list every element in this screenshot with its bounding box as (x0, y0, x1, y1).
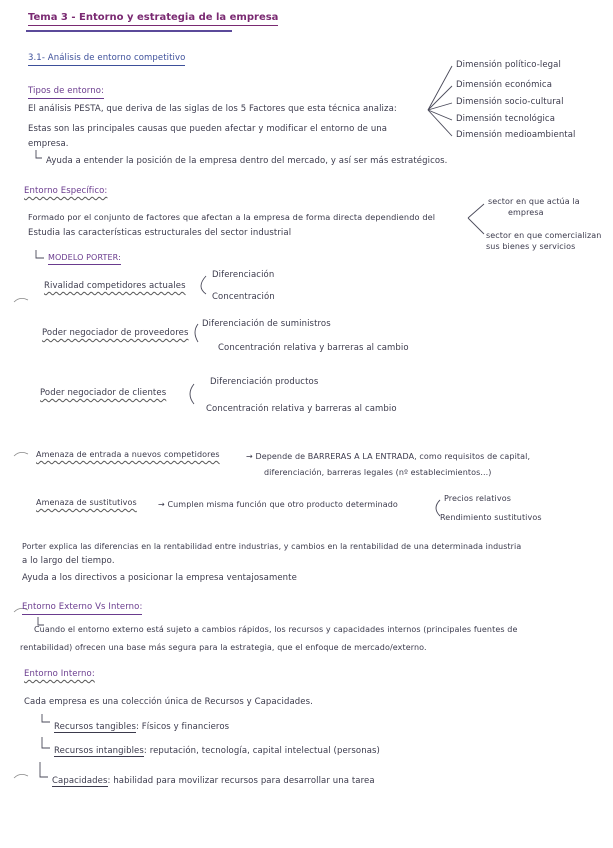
rivalidad-b: Concentración (212, 292, 275, 302)
porter-note-1: Porter explica las diferencias en la rentabilidad entre industrias, y cambios en la rentabilidad de una determinada industria (22, 542, 522, 551)
pesta-line-2: Estas son las principales causas que pueden afectar y modificar el entorno de una (28, 124, 388, 134)
dimension-item: Dimensión económica (456, 80, 552, 90)
porter-note-2: a lo largo del tiempo. (22, 556, 115, 566)
especifico-line-1: Formado por el conjunto de factores que afectan a la empresa de forma directa dependiendo del (28, 212, 436, 222)
section-heading-3-1: 3.1- Análisis de entorno competitivo (28, 53, 185, 66)
intangibles-desc: : reputación, tecnología, capital intelectual (personas) (143, 746, 380, 756)
porter-heading: MODELO PORTER: (48, 252, 121, 265)
clientes-label: Poder negociador de clientes (40, 388, 167, 398)
tangibles-desc: : Físicos y financieros (135, 722, 230, 732)
especifico-side-1b: empresa (508, 208, 544, 217)
title-underline (26, 30, 232, 32)
porter-note-3: Ayuda a los directivos a posicionar la empresa ventajosamente (22, 573, 297, 583)
amenaza-nuevos-label: Amenaza de entrada a nuevos competidores (36, 450, 220, 459)
intangibles-row (54, 746, 380, 757)
amenaza-nuevos-desc-1: → Depende de BARRERAS A LA ENTRADA, como requisitos de capital, (246, 452, 531, 461)
capacidades-label: Capacidades (52, 776, 108, 786)
especifico-side-2a: sector en que comercializan (486, 231, 602, 240)
dimension-item: Dimensión político-legal (456, 60, 561, 70)
page-title: Tema 3 - Entorno y estrategia de la empresa (28, 12, 278, 26)
sustitutivos-desc: → Cumplen misma función que otro producto determinado (158, 500, 398, 509)
externo-interno-line-2: rentabilidad) ofrecen una base más segura para la estrategia, que el enfoque de mercado/externo. (20, 643, 427, 652)
tangibles-row (54, 722, 229, 733)
dimension-item: Dimensión medioambiental (456, 130, 576, 140)
tangibles-label: Recursos tangibles (54, 722, 136, 732)
especifico-heading: Entorno Específico: (24, 186, 108, 196)
especifico-side-1a: sector en que actúa la (488, 197, 580, 206)
clientes-a: Diferenciación productos (210, 377, 319, 387)
sustitutivos-b: Rendimiento sustitutivos (440, 513, 542, 522)
externo-interno-heading: Entorno Externo Vs Interno: (22, 602, 142, 615)
especifico-line-2: Estudia las características estructurales del sector industrial (28, 228, 292, 238)
proveedores-b: Concentración relativa y barreras al cambio (218, 343, 409, 353)
pesta-line-1: El análisis PESTA, que deriva de las siglas de los 5 Factores que esta técnica analiza: (28, 104, 397, 114)
amenaza-nuevos-desc-2: diferenciación, barreras legales (nº establecimientos...) (264, 468, 492, 477)
dimension-item: Dimensión socio-cultural (456, 97, 564, 107)
pesta-line-3: empresa. (28, 139, 69, 149)
rivalidad-a: Diferenciación (212, 270, 275, 280)
capacidades-desc: : habilidad para movilizar recursos para desarrollar una tarea (107, 776, 375, 786)
proveedores-label: Poder negociador de proveedores (42, 328, 189, 338)
capacidades-row (52, 776, 375, 787)
dimension-item: Dimensión tecnológica (456, 114, 556, 124)
clientes-b: Concentración relativa y barreras al cambio (206, 404, 397, 414)
especifico-side-2b: sus bienes y servicios (486, 242, 576, 251)
intangibles-label: Recursos intangibles (54, 746, 144, 756)
interno-heading: Entorno Interno: (24, 669, 95, 679)
pesta-note: Ayuda a entender la posición de la empresa dentro del mercado, y así ser más estratégicos. (46, 156, 448, 166)
interno-line-1: Cada empresa es una colección única de Recursos y Capacidades. (24, 697, 313, 707)
externo-interno-line-1: Cuando el entorno externo está sujeto a cambios rápidos, los recursos y capacidades internos (principales fuentes de (34, 625, 518, 634)
proveedores-a: Diferenciación de suministros (202, 319, 331, 329)
rivalidad-label: Rivalidad competidores actuales (44, 281, 186, 291)
sustitutivos-label: Amenaza de sustitutivos (36, 498, 137, 507)
sustitutivos-a: Precios relativos (444, 494, 511, 503)
tipos-heading: Tipos de entorno: (28, 86, 104, 99)
